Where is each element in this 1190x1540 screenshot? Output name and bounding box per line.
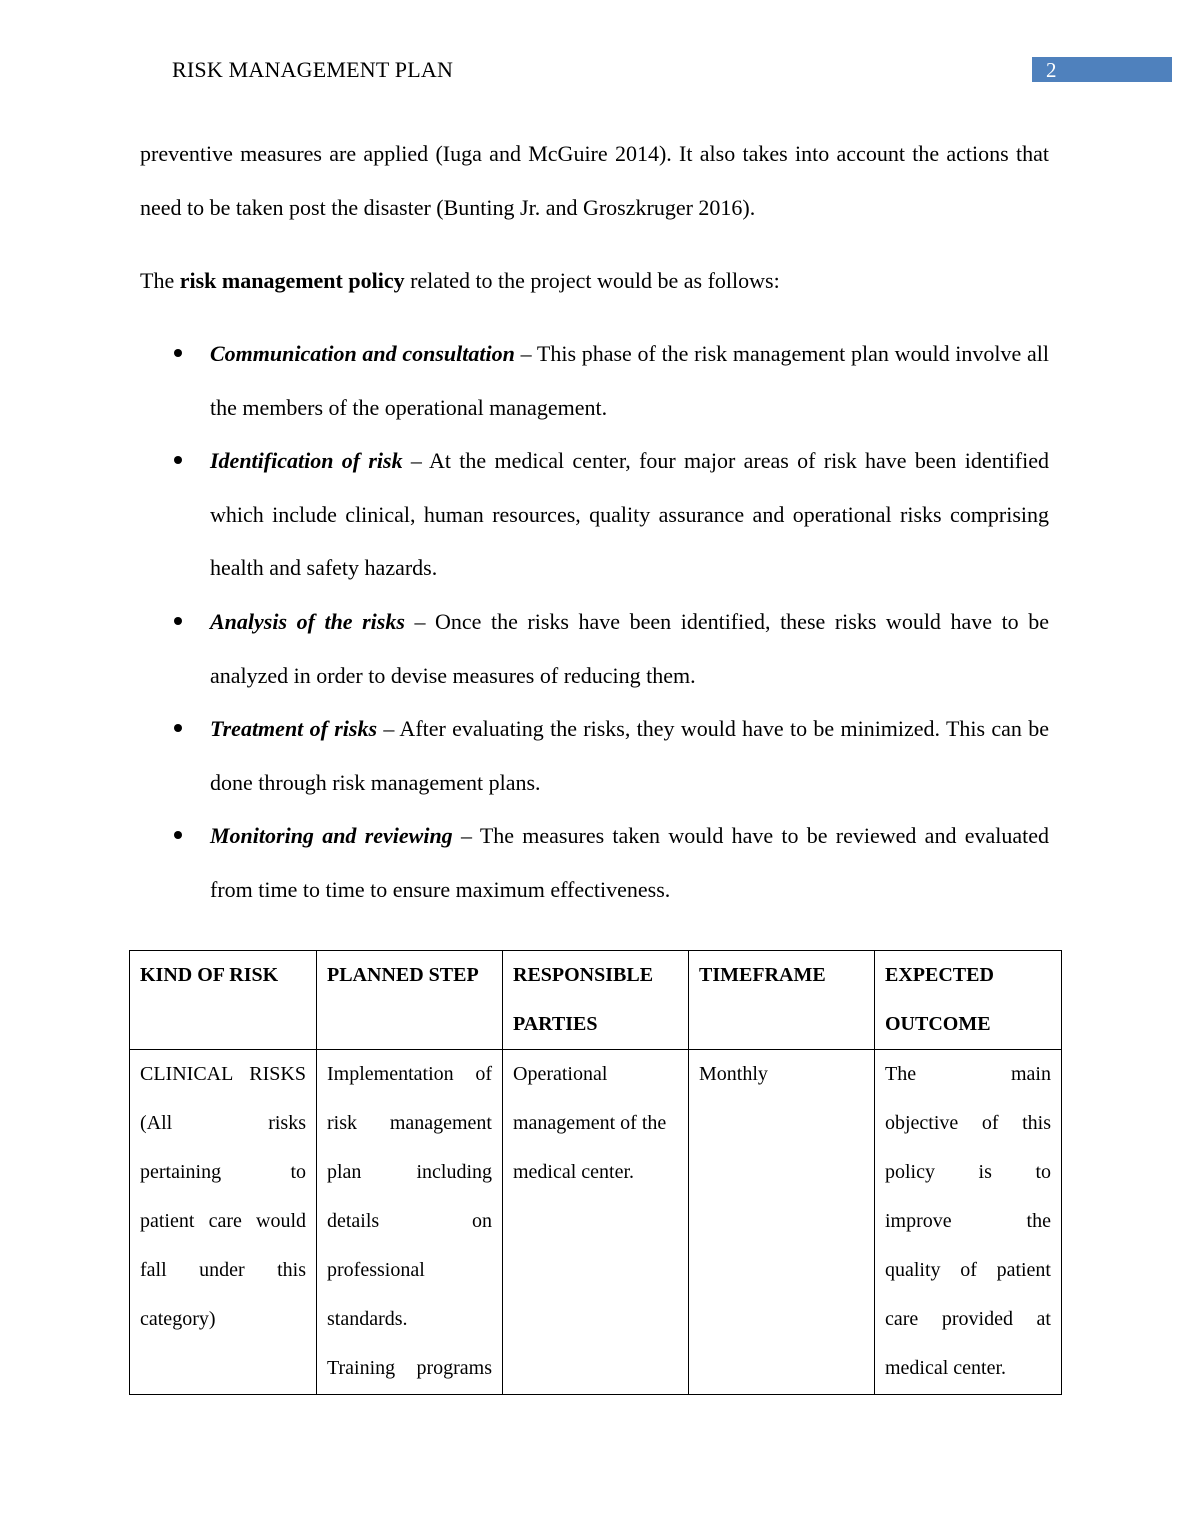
intro-paragraph: preventive measures are applied (Iuga and McGuire 2014). It also takes into account the actions that need to be taken post the disaster (Bunting Jr. and Groszkruger 2016). bbox=[140, 141, 1049, 220]
policy-paragraph bbox=[140, 254, 1049, 308]
bullet-icon bbox=[174, 617, 182, 625]
cell-timeframe: Monthly bbox=[689, 1050, 875, 1395]
header-timeframe: TIMEFRAME bbox=[689, 951, 875, 1050]
page-number-box bbox=[1032, 57, 1172, 82]
list-item bbox=[210, 809, 1049, 916]
header-planned-step: PLANNED STEP bbox=[317, 951, 503, 1050]
table-header-row bbox=[130, 951, 1062, 1050]
policy-suffix: related to the project would be as follows: bbox=[404, 268, 780, 293]
policy-prefix: The bbox=[140, 268, 180, 293]
bullet-term: Communication and consultation bbox=[210, 341, 515, 366]
cell-expected-outcome: The main objective of this policy is to improve the quality of patient care provided at medical center. bbox=[875, 1050, 1062, 1395]
bullet-term: Treatment of risks bbox=[210, 716, 378, 742]
risk-table bbox=[129, 950, 1062, 1395]
list-item bbox=[210, 702, 1049, 809]
bullet-text: – At the medical center, four major areas of risk have been identified which include clinical, human resources, quality assurance and operational risks comprising health and safety hazards. bbox=[210, 448, 1050, 581]
list-item bbox=[210, 434, 1049, 595]
list-item bbox=[210, 327, 1049, 434]
list-item bbox=[210, 595, 1049, 702]
cell-kind-of-risk: CLINICAL RISKS (All risks pertaining to patient care would fall under this category) bbox=[130, 1050, 317, 1395]
policy-bold-term: risk management policy bbox=[179, 268, 405, 293]
page-number: 2 bbox=[1046, 58, 1057, 82]
header-responsible-parties: RESPONSIBLE PARTIES bbox=[503, 951, 689, 1050]
header-expected-outcome: EXPECTED OUTCOME bbox=[875, 951, 1062, 1050]
bullet-text: – After evaluating the risks, they would have to be minimized. This can be done through risk management plans. bbox=[210, 716, 1049, 795]
bullet-icon bbox=[174, 831, 182, 839]
bullet-term: Analysis of the risks bbox=[210, 608, 405, 634]
policy-bullet-list bbox=[210, 327, 1049, 917]
bullet-icon bbox=[174, 456, 182, 464]
bullet-text: – The measures taken would have to be reviewed and evaluated from time to time to ensure maximum effectiveness. bbox=[210, 823, 1049, 902]
bullet-icon bbox=[174, 724, 182, 732]
bullet-text: – This phase of the risk management plan would involve all the members of the operational management. bbox=[210, 341, 1049, 420]
bullet-icon bbox=[174, 349, 182, 357]
bullet-term: Monitoring and reviewing bbox=[210, 823, 453, 849]
header-title: RISK MANAGEMENT PLAN bbox=[172, 57, 454, 82]
header-kind-of-risk: KIND OF RISK bbox=[130, 951, 317, 1050]
bullet-text: – Once the risks have been identified, these risks would have to be analyzed in order to devise measures of reducing them. bbox=[210, 608, 1049, 688]
bullet-term: Identification of risk bbox=[210, 448, 403, 474]
cell-responsible-parties: Operational management of the medical center. bbox=[503, 1050, 689, 1395]
table-row bbox=[130, 1050, 1062, 1395]
cell-planned-step: Implementation of risk management plan including details on professional standards. Training programs bbox=[317, 1050, 503, 1395]
